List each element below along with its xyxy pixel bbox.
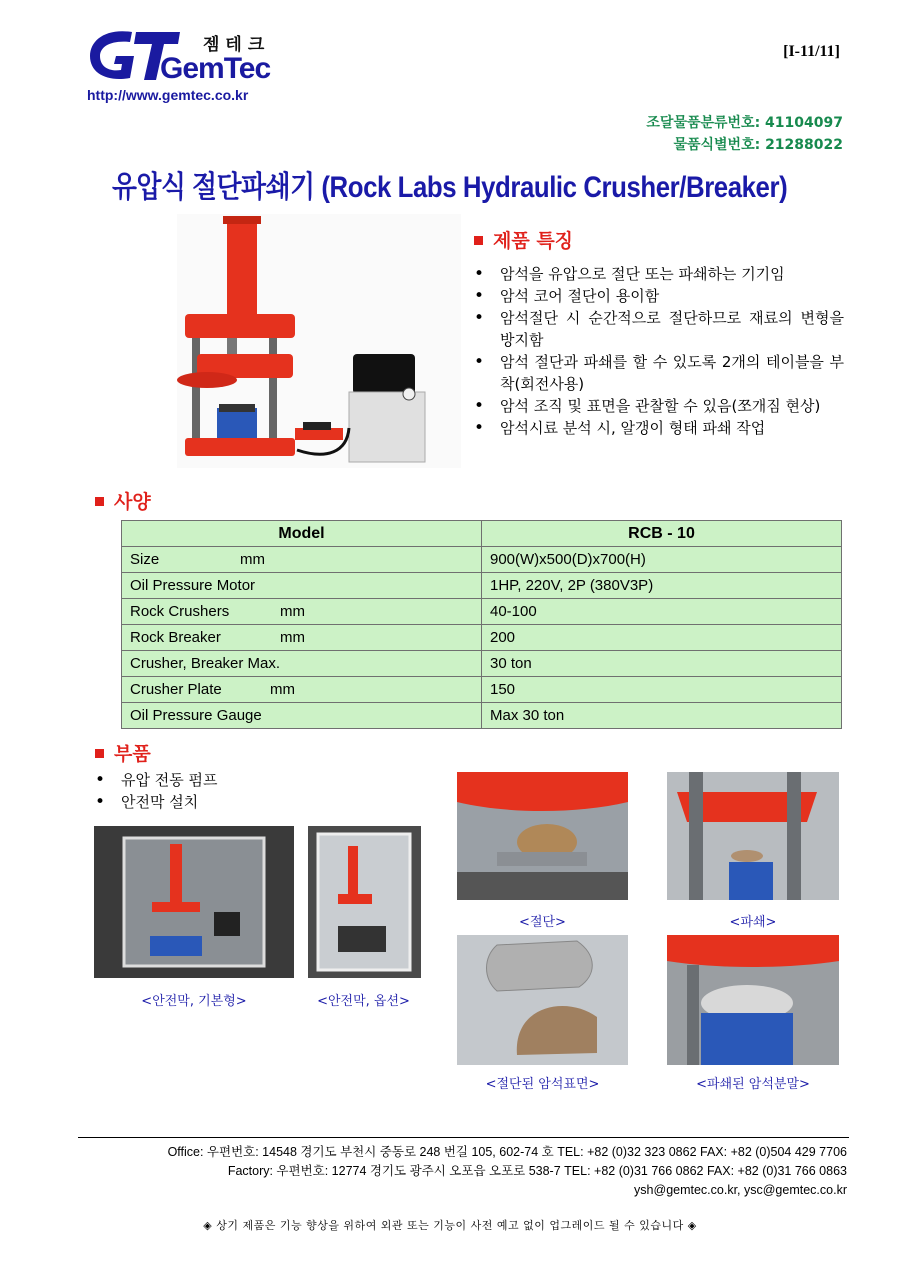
caption-cut: <절단> (519, 915, 566, 930)
spec-value: 30 ton (482, 651, 842, 677)
item-id-code: 물품식별번호: 21288022 (673, 137, 843, 153)
caption-guard-basic: <안전막, 기본형> (141, 994, 247, 1009)
cutting-photo (457, 772, 628, 900)
spec-label: Oil Pressure Gauge (130, 707, 262, 724)
contact-emails[interactable]: ysh@gemtec.co.kr, ysc@gemtec.co.kr (634, 1183, 847, 1197)
spec-label: Rock Crushers (130, 603, 230, 620)
spec-label: Rock Breaker (130, 629, 221, 646)
list-item: • 암석 절단과 파쇄를 할 수 있도록 2개의 테이블을 부착(회전사용) (472, 351, 844, 395)
office-address: Office: 우편번호: 14548 경기도 부천시 중동로 248 번길 105, 602-74 호 TEL: +82 (0)32 323 0862 FAX: +82 (0)504 429 7706 (167, 1145, 847, 1159)
table-header-row (122, 521, 842, 547)
table-row (122, 677, 842, 703)
caption-guard-option: <안전막, 옵션> (317, 994, 410, 1009)
parts-heading: 부품 (95, 739, 151, 766)
spec-heading: 사양 (95, 487, 151, 514)
table-row (122, 547, 842, 573)
product-codes (646, 112, 843, 156)
table-header-cell: RCB - 10 (482, 521, 842, 547)
table-header-cell: Model (122, 521, 482, 547)
spec-value: 150 (482, 677, 842, 703)
list-item: • 암석 조직 및 표면을 관찰할 수 있음(쪼개짐 현상) (472, 395, 844, 417)
spec-label: Crusher, Breaker Max. (130, 655, 281, 672)
table-row (122, 625, 842, 651)
company-url-link[interactable]: http://www.gemtec.co.kr (87, 87, 249, 103)
factory-address: Factory: 우편번호: 12774 경기도 광주시 오포읍 오포로 538-7 TEL: +82 (0)31 766 0862 FAX: +82 (0)31 766 0863 (227, 1164, 847, 1178)
spec-unit: mm (280, 629, 305, 646)
spec-unit: mm (270, 681, 295, 698)
spec-value: 900(W)x500(D)x700(H) (482, 547, 842, 573)
logo-brand-name: GemTec (160, 52, 271, 85)
safety-guard-basic-photo (94, 826, 294, 978)
table-row (122, 573, 842, 599)
upgrade-notice: ◈ 상기 제품은 기능 향상을 위하여 외관 또는 기능이 사전 예고 없이 업그레이드 될 수 있습니다 ◈ (203, 1219, 697, 1232)
spec-value: 1HP, 220V, 2P (380V3P) (482, 573, 842, 599)
list-item: • 암석 코어 절단이 용이함 (472, 285, 844, 307)
spec-label: Oil Pressure Motor (130, 577, 256, 594)
table-row (122, 703, 842, 729)
crusher-product-photo (177, 214, 461, 468)
caption-crush: <파쇄> (729, 915, 777, 930)
features-heading: 제품 특징 (474, 226, 573, 253)
features-list (472, 263, 844, 439)
logo-korean-name: 젬테크 (203, 35, 271, 55)
spec-unit: mm (280, 603, 305, 620)
crushed-powder-photo (667, 935, 839, 1065)
spec-value: 200 (482, 625, 842, 651)
page-title: 유압식 절단파쇄기 (Rock Labs Hydraulic Crusher/Breaker) (112, 171, 788, 204)
caption-crushed-powder: <파쇄된 암석분말> (696, 1077, 810, 1092)
safety-guard-option-photo (308, 826, 421, 978)
list-item: • 암석절단 시 순간적으로 절단하므로 재료의 변형을 방지함 (472, 307, 844, 351)
spec-unit: mm (240, 551, 265, 568)
spec-value: Max 30 ton (482, 703, 842, 729)
table-row (122, 599, 842, 625)
page-number: [I-11/11] (783, 43, 840, 60)
crushing-photo (667, 772, 839, 900)
parts-list (95, 769, 217, 813)
spec-label: Size (130, 551, 160, 568)
caption-cut-surface: <절단된 암석표면> (485, 1077, 600, 1092)
procurement-code: 조달물품분류번호: 41104097 (646, 115, 843, 131)
spec-label: Crusher Plate (130, 681, 222, 698)
list-item: • 유압 전동 펌프 (95, 769, 217, 791)
cut-surface-photo (457, 935, 628, 1065)
spec-table (121, 520, 842, 729)
footer-divider (78, 1137, 849, 1138)
spec-value: 40-100 (482, 599, 842, 625)
list-item: • 암석시료 분석 시, 알갱이 형태 파쇄 작업 (472, 417, 844, 439)
list-item: • 암석을 유압으로 절단 또는 파쇄하는 기기임 (472, 263, 844, 285)
table-row (122, 651, 842, 677)
list-item: • 안전막 설치 (95, 791, 217, 813)
